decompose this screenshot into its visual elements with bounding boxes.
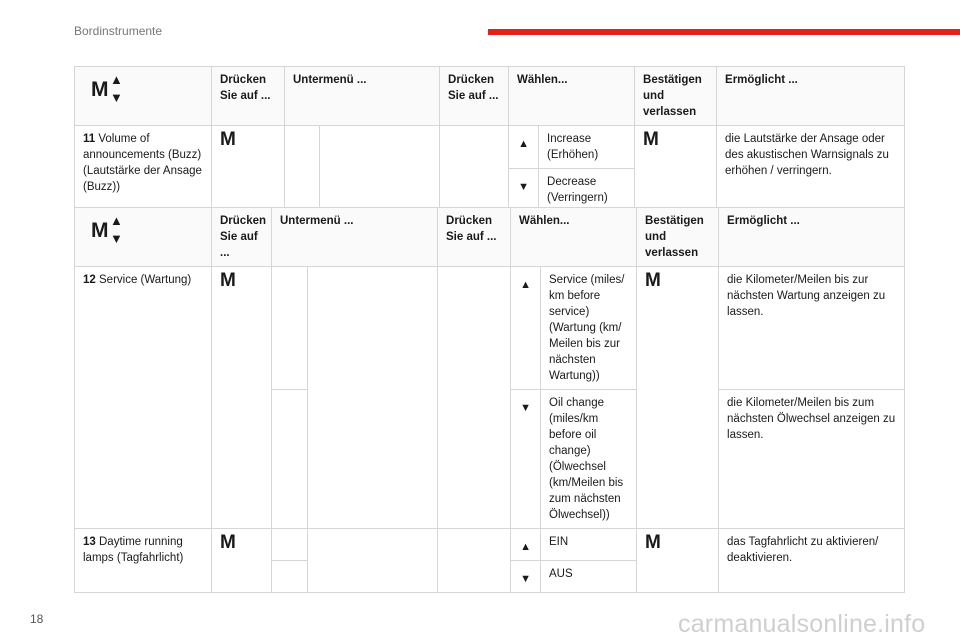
header-accent-bar (488, 29, 960, 35)
m-button-icon: M (637, 529, 719, 593)
table-row (75, 126, 905, 169)
col-press-1: Drücken Sie auf ... (212, 208, 272, 267)
row-13-description: das Tagfahrlicht zu aktivieren/ deaktivieren. (719, 529, 905, 593)
option-oil-change: Oil change (miles/km before oil change) (Ölwechsel (km/Meilen bis zum nächsten Ölwechsel)) (541, 390, 637, 529)
col-press-2: Drücken Sie auf ... (440, 67, 509, 126)
arrow-down-icon: ▼ (511, 561, 541, 593)
col-enables: Ermöglicht ... (719, 208, 905, 267)
col-press-1: Drücken Sie auf ... (212, 67, 285, 126)
col-select: Wählen... (511, 208, 637, 267)
option-increase: Increase (Erhöhen) (539, 126, 635, 169)
col-press-2: Drücken Sie auf ... (438, 208, 511, 267)
option-service: Service (miles/ km before service) (Wartung (km/ Meilen bis zur nächsten Wartung)) (541, 267, 637, 390)
m-button-icon: M (212, 529, 272, 593)
page-number: 18 (30, 612, 44, 626)
arrow-up-icon: ▲ (511, 267, 541, 390)
row-11-description: die Lautstärke der Ansage oder des akustischen Warnsignals zu erhöhen / verringern. (717, 126, 905, 212)
m-button-icon: M (635, 126, 717, 212)
m-arrows-header-cell (75, 67, 212, 126)
col-submenu: Untermenü ... (285, 67, 440, 126)
row-12-description-oil: die Kilometer/Meilen bis zum nächsten Ölwechsel anzeigen zu lassen. (719, 390, 905, 529)
settings-table-2 (74, 207, 905, 593)
m-updown-icon: M ▲ ▼ (91, 213, 123, 246)
table-header-row (75, 208, 905, 267)
table-row (75, 529, 905, 561)
m-button-icon: M (212, 126, 285, 212)
settings-table-1 (74, 66, 905, 212)
arrow-up-icon: ▲ (511, 529, 541, 561)
col-confirm: Bestätigen und verlassen (637, 208, 719, 267)
row-11-label-cell: 11 Volume of announcements (Buzz) (Lautstärke der Ansage (Buzz)) (75, 126, 212, 212)
m-updown-icon: M ▲ ▼ (91, 72, 123, 105)
arrow-down-icon: ▼ (511, 390, 541, 529)
watermark: carmanualsonline.info (678, 610, 926, 638)
table-header-row (75, 67, 905, 126)
option-off: AUS (541, 561, 637, 593)
m-button-icon: M (212, 267, 272, 529)
row-13-label-cell: 13 Daytime running lamps (Tagfahrlicht) (75, 529, 212, 593)
m-button-icon: M (637, 267, 719, 529)
row-12-label-cell: 12 Service (Wartung) (75, 267, 212, 529)
arrow-up-icon: ▲ (509, 126, 539, 169)
col-enables: Ermöglicht ... (717, 67, 905, 126)
section-title: Bordinstrumente (74, 24, 163, 38)
arrow-down-icon: ▼ (509, 169, 539, 212)
option-decrease: Decrease (Verringern) (539, 169, 635, 212)
m-arrows-header-cell (75, 208, 212, 267)
col-select: Wählen... (509, 67, 635, 126)
table-row (75, 267, 905, 390)
option-on: EIN (541, 529, 637, 561)
col-confirm: Bestätigen und verlassen (635, 67, 717, 126)
row-12-description-service: die Kilometer/Meilen bis zur nächsten Wartung anzeigen zu lassen. (719, 267, 905, 390)
col-submenu: Untermenü ... (272, 208, 438, 267)
